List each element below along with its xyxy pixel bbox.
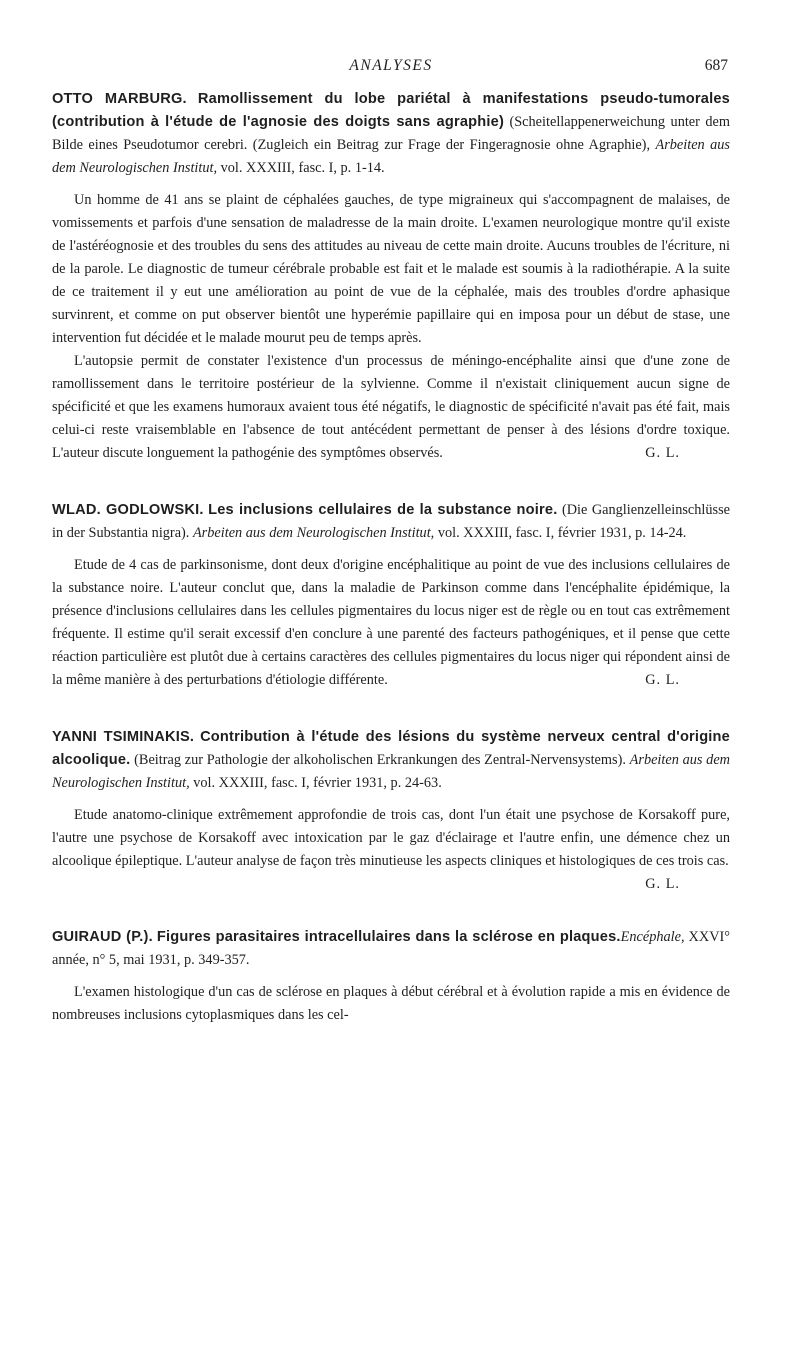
entry-details: vol. XXXIII, fasc. I, février 1931, p. 24-63. — [189, 775, 442, 791]
entry-paragraph — [52, 350, 730, 465]
entry-title: Contribution à l'étude des lésions du système nerveux central d'origine alcoolique. — [52, 729, 730, 768]
entry-details: XXVI° année, n° 5, mai 1931, p. 349-357. — [52, 929, 731, 968]
entry-citation — [52, 499, 730, 545]
entry-details: vol. XXXIII, fasc. I, p. 1-14. — [217, 160, 385, 176]
entry-journal: Arbeiten aus dem Neurologischen Institut, — [192, 525, 435, 541]
page-header — [52, 54, 730, 78]
entry-original-title: (Beitrag zur Pathologie der alkoholischen Erkrankungen des Zentral-Nervensystems). — [130, 752, 630, 768]
entry-title: Ramollissement du lobe pariétal à manifestations pseudo-tumorales (contribution à l'étude de l'agnosie des doigts sans agraphie) — [52, 91, 730, 130]
entry-signature: G. L. — [645, 876, 680, 892]
entry-paragraph-text: Etude de 4 cas de parkinsonisme, dont deux d'origine encéphalitique au point de vue des inclusions cellulaires de la substance noire. L'auteur conclut que, dans la maladie de Parkinson comme dans l'encéphalite épidémique, la présence d'inclusions cellulaires dans les cellules pigmentaires du locus niger est de règle ou en tout cas extrêmement fréquente. Il estime qu'il serait excessif d'en conclure à une parenté des facteurs pathogéniques, et il pense que cette réaction particulière est plutôt due à certains caractères des cellules pigmentaires du locus niger qui répondent ainsi de la même manière à des perturbations d'étiologie différente. — [52, 557, 730, 688]
entry-paragraph: Un homme de 41 ans se plaint de céphalées gauches, de type migraineux qui s'accompagnent de malaises, de vomissements et parfois d'une sensation de maladresse de la main droite. L'examen neurologique montre qu'il existe de l'astéréognosie et des troubles du sens des attitudes au niveau de cette main droite. Aucuns troubles de l'écriture, ni de la parole. Le diagnostic de tumeur cérébrale probable est fait et le malade est soumis à la radiothérapie. A la suite de ce traitement il y eut une amélioration au point de vue de la céphalée, mais des troubles d'ordre aphasique survinrent, et comme on put observer bientôt une hyperémie papillaire qui en imposa pour un début de stase, une intervention fut décidée et le malade mourut peu de temps après. — [52, 192, 730, 346]
entry-title: Les inclusions cellulaires de la substance noire. — [208, 502, 558, 518]
entry-author: YANNI TSIMINAKIS. — [52, 729, 195, 745]
entry-journal: Arbeiten aus dem Neurologischen Institut, — [52, 752, 730, 791]
entry-journal: Arbeiten aus dem Neurologischen Institut, — [52, 137, 730, 176]
entry-paragraph — [52, 554, 730, 692]
entry-title: Figures parasitaires intracellulaires dans la sclérose en plaques. — [156, 929, 621, 945]
entry-original-title: (Die Ganglienzelleinschlüsse in der Substantia nigra). — [52, 502, 730, 541]
entry-paragraph — [52, 804, 730, 896]
entry-citation — [52, 726, 730, 795]
review-entry-guiraud — [52, 926, 730, 1027]
entry-paragraph-text: L'autopsie permit de constater l'existence d'un processus de méningo-encéphalite ainsi que d'une zone de ramollissement dans le territoire postérieur de la sylvienne. Comme il n'existait cliniquement aucun signe de spécificité et que les examens humoraux avaient tous été négatifs, le diagnostic de spécificité n'avait pas été fait, mais celui-ci reste vraisemblable en l'absence de tout antécédent permettant de penser à des lésions d'ordre toxique. L'auteur discute longuement la pathogénie des symptômes observés. — [52, 353, 730, 461]
journal-page — [52, 54, 730, 1061]
entry-citation — [52, 926, 730, 972]
entry-citation — [52, 88, 730, 180]
entry-journal: Encéphale, — [620, 929, 685, 945]
review-entry-tsiminakis — [52, 726, 730, 896]
entry-original-title: (Scheitellappenerweichung unter dem Bilde eines Pseudotumor cerebri. (Zugleich ein Beitrag zur Frage der Fingeragnosie ohne Agraphie), — [52, 114, 730, 153]
running-title: ANALYSES — [349, 57, 433, 74]
entry-author: OTTO MARBURG. — [52, 91, 187, 107]
review-entry-marburg — [52, 88, 730, 465]
entry-author: WLAD. GODLOWSKI. — [52, 502, 204, 518]
entry-signature: G. L. — [645, 672, 680, 688]
entry-signature: G. L. — [645, 445, 680, 461]
entry-author: GUIRAUD (P.). — [52, 929, 153, 945]
entry-details: vol. XXXIII, fasc. I, février 1931, p. 14-24. — [434, 525, 687, 541]
page-number: 687 — [704, 57, 728, 74]
entry-paragraph-text: Etude anatomo-clinique extrêmement approfondie de trois cas, dont l'un était une psychose de Korsakoff pure, l'autre une psychose de Korsakoff avec intoxication par le gaz d'éclairage et l'autre enfin, une démence chez un alcoolique épileptique. L'auteur analyse de façon très minutieuse les aspects cliniques et histologiques de ces trois cas. — [52, 807, 730, 869]
review-entry-godlowski — [52, 499, 730, 692]
entry-paragraph: L'examen histologique d'un cas de sclérose en plaques à début cérébral et à évolution rapide a mis en évidence de nombreuses inclusions cytoplasmiques dans les cel- — [52, 984, 730, 1023]
